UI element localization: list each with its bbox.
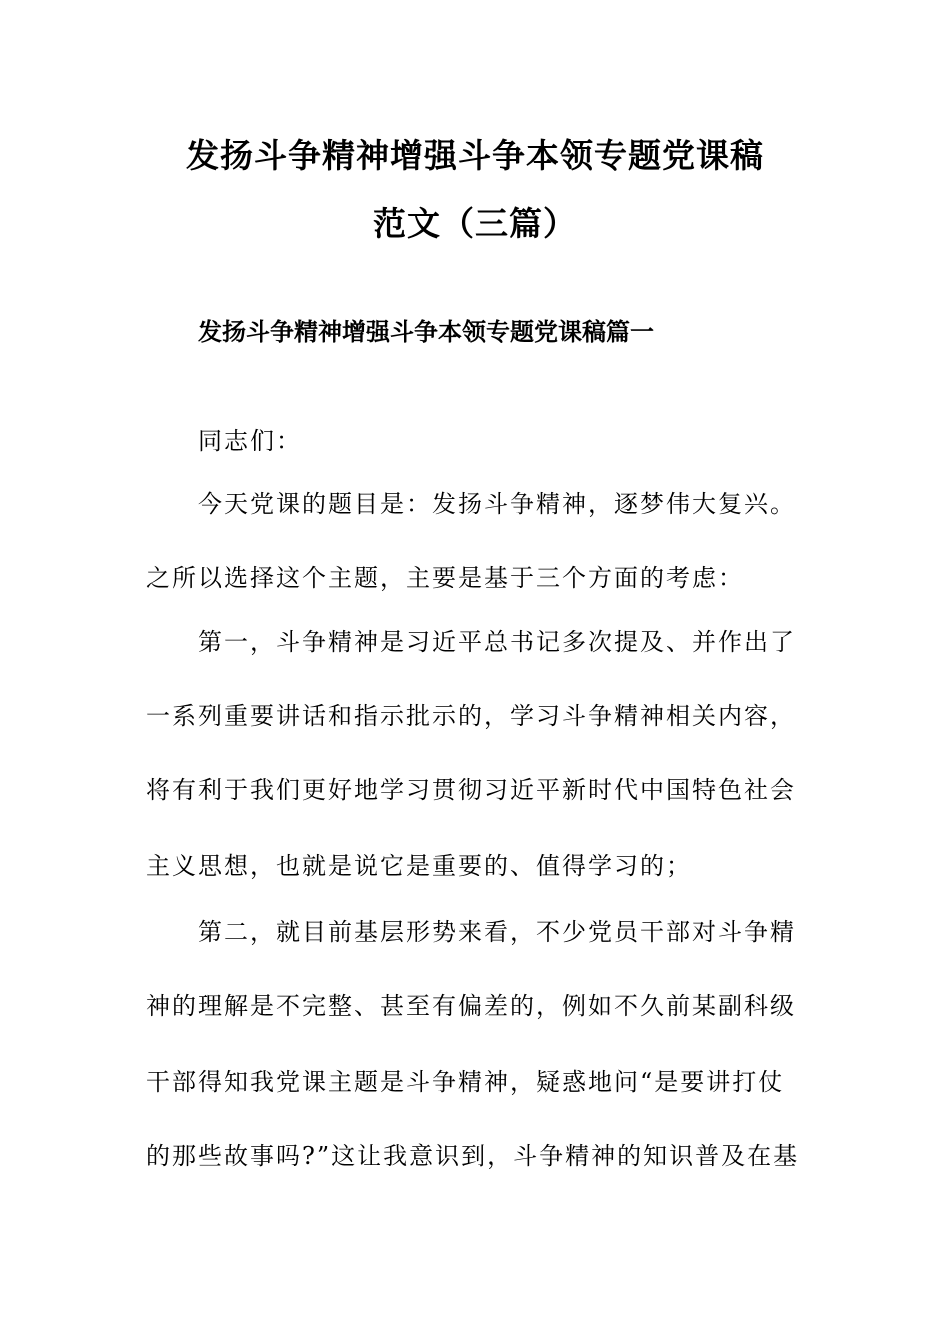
body-line: 将有利于我们更好地学习贯彻习近平新时代中国特色社会 [146,776,796,804]
body-line: 之所以选择这个主题，主要是基于三个方面的考虑： [146,564,744,592]
body-line: 主义思想，也就是说它是重要的、值得学习的； [146,852,692,880]
body-line: 今天党课的题目是：发扬斗争精神，逐梦伟大复兴。 [198,490,796,518]
body-line: 一系列重要讲话和指示批示的，学习斗争精神相关内容， [146,702,796,730]
body-line: 神的理解是不完整、甚至有偏差的，例如不久前某副科级 [146,992,796,1020]
body-line: 第一，斗争精神是习近平总书记多次提及、并作出了 [198,628,796,656]
body-line: 同志们： [198,427,302,455]
body-line: 的那些故事吗?”这让我意识到，斗争精神的知识普及在基 [146,1142,800,1170]
body-line: 干部得知我党课主题是斗争精神，疑惑地问“是要讲打仗 [146,1068,785,1096]
document-title-line-2: 范文（三篇） [373,204,577,243]
document-title-line-1: 发扬斗争精神增强斗争本领专题党课稿 [186,136,764,175]
body-line: 第二，就目前基层形势来看，不少党员干部对斗争精 [198,918,796,946]
section-heading: 发扬斗争精神增强斗争本领专题党课稿篇一 [198,317,654,346]
